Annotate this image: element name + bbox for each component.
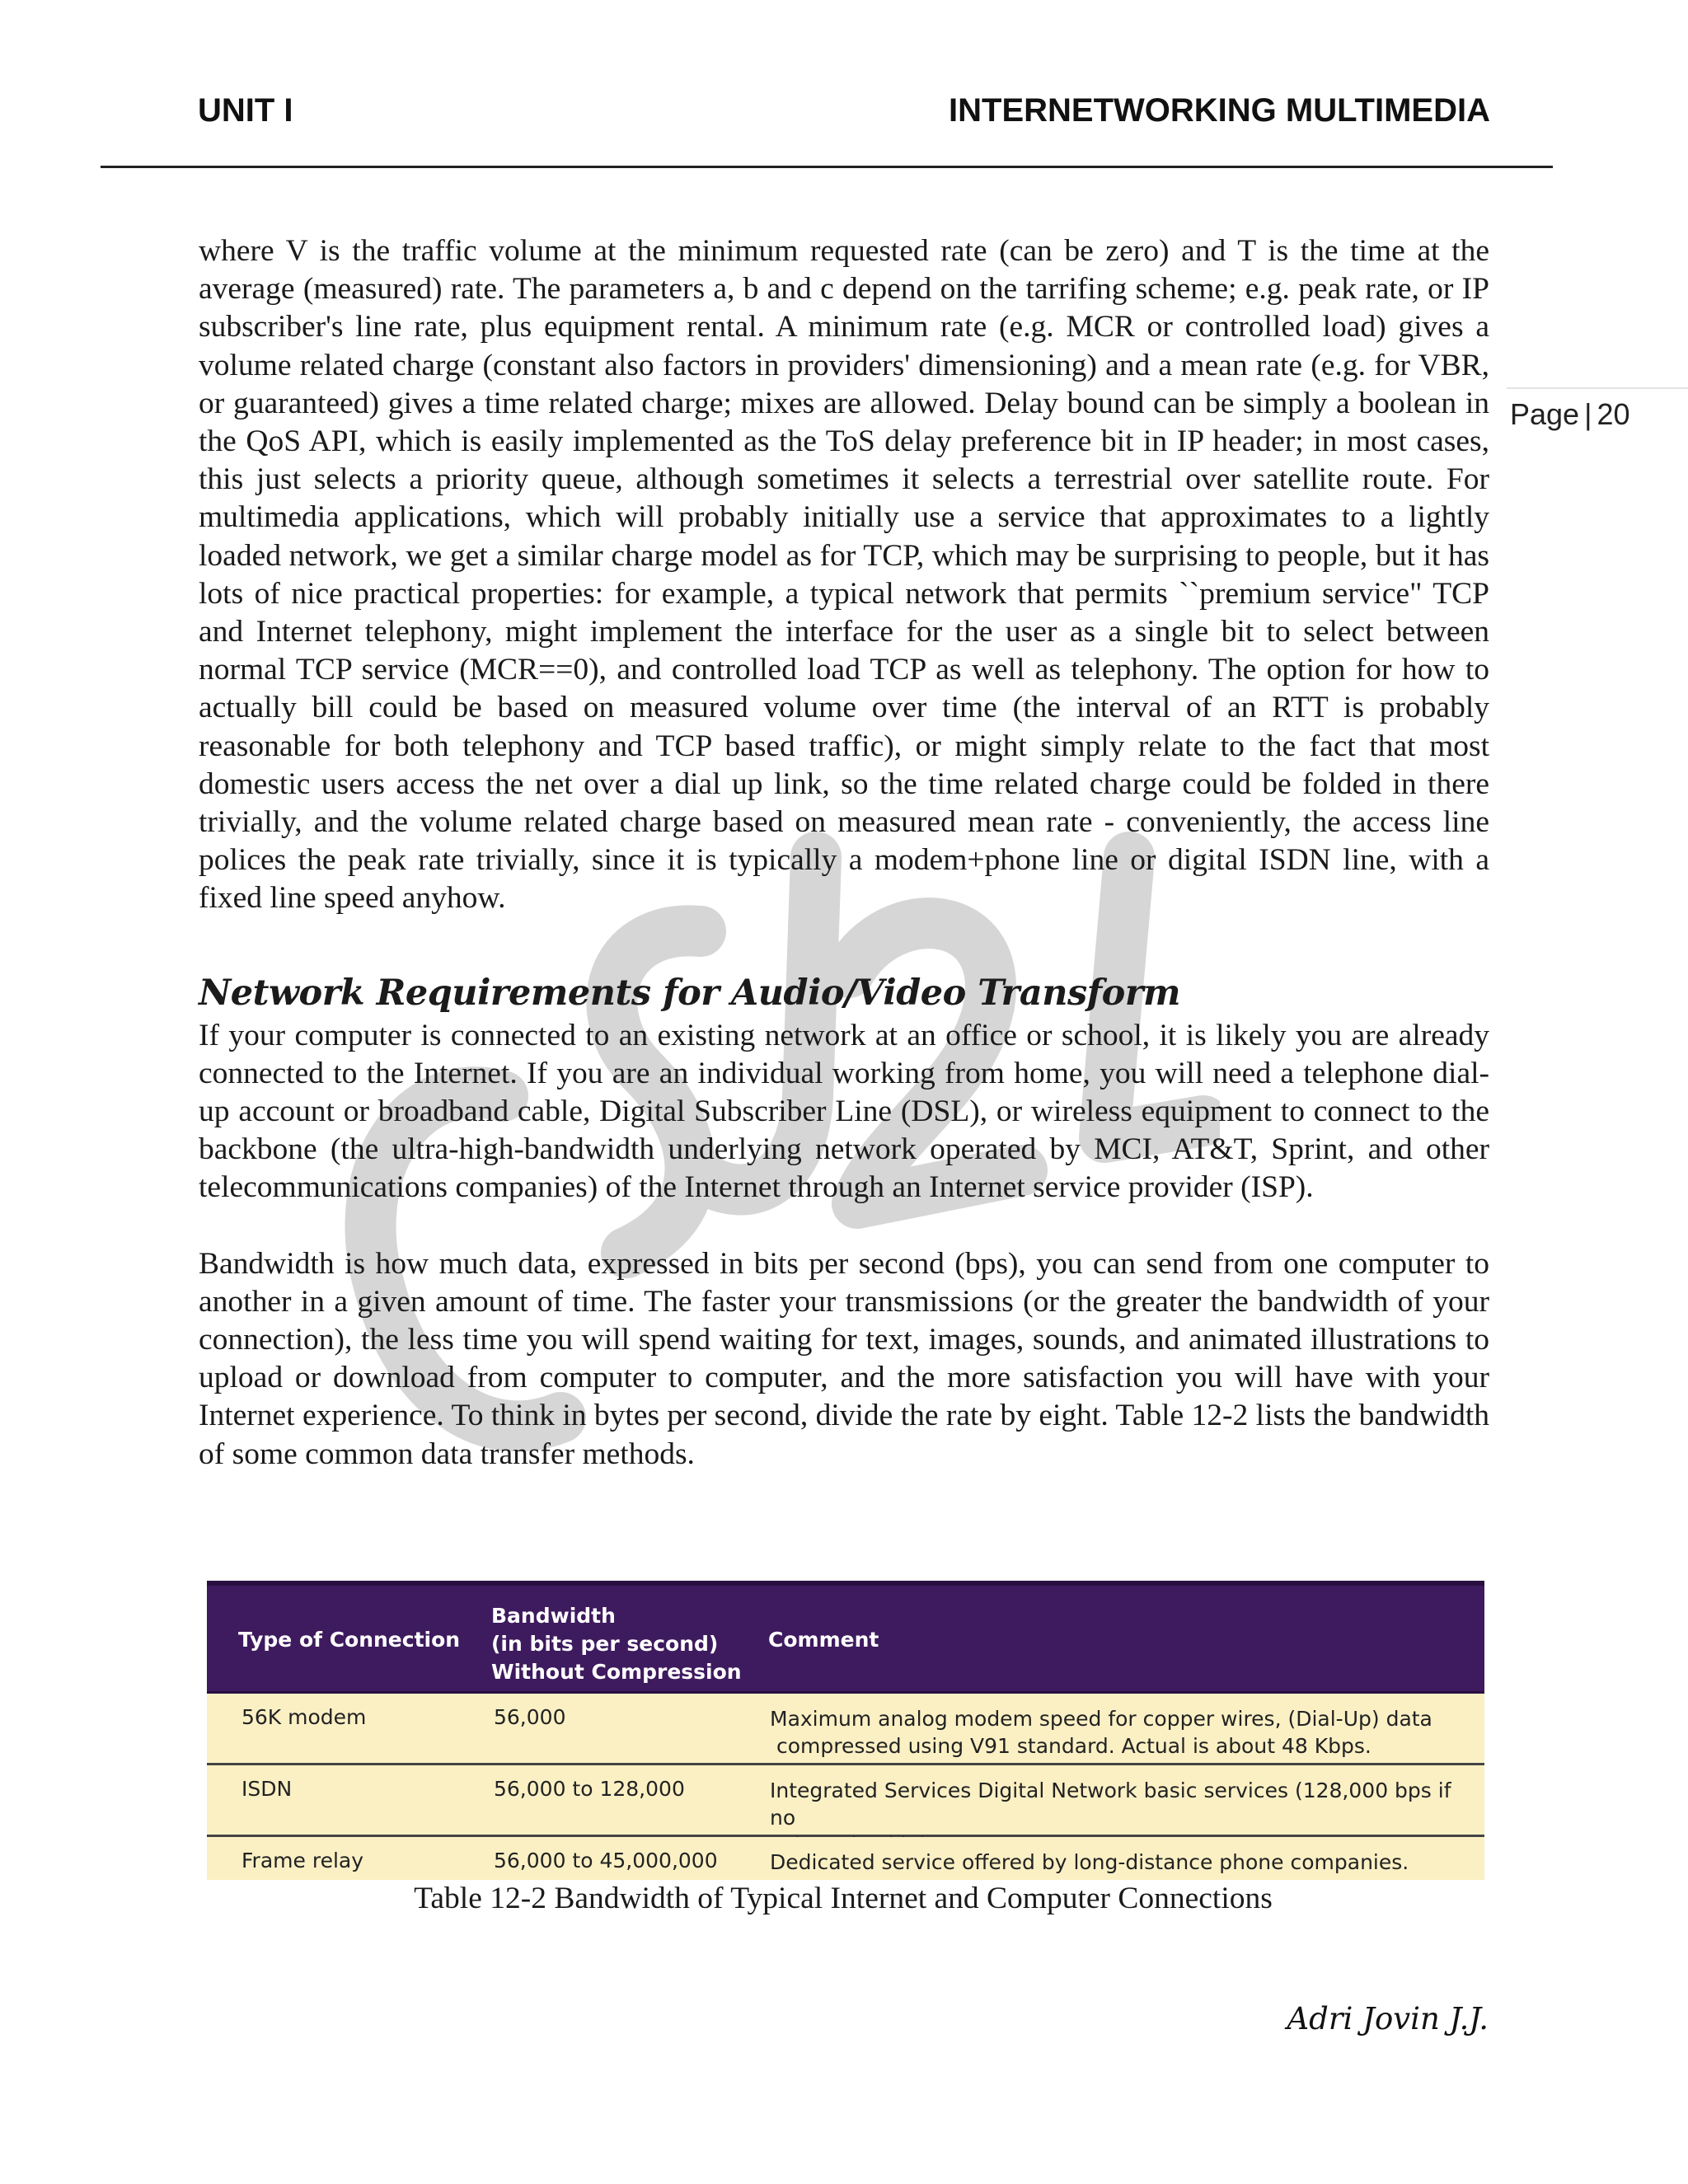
header-rule <box>101 166 1553 168</box>
table-row <box>207 1837 1484 1880</box>
cell-comment: Maximum analog modem speed for copper wires, (Dial-Up) data compressed using V91 standard. Actual is about 48 Kbps. <box>770 1707 1432 1758</box>
paragraph-tariff: where V is the traffic volume at the minimum requested rate (can be zero) and T is the time at the average (measured) rate. The parameters a, b and c depend on the tarrifing scheme; e.g. peak rate, or IP subscriber's line rate, plus equipment rental. A minimum rate (e.g. MCR or controlled load) gives a volume related charge (constant also factors in providers' dimensioning) and a mean rate (e.g. for VBR, or guaranteed) gives a time related charge; mixes are allowed. Delay bound can be simply a boolean in the QoS API, which is easily implemented as the ToS delay preference bit in IP header; in most cases, this just selects a priority queue, although sometimes it selects a terrestrial over satellite route. For multimedia applications, which will probably initially use a service that approximates to a lightly loaded network, we get a similar charge model as for TCP, which may be surprising to people, but it has lots of nice practical properties: for example, a typical network that permits ``premium service" TCP and Internet telephony, might implement the interface for the user as a single bit to select between normal TCP service (MCR==0), and controlled load TCP as well as telephony. The option for how to actually bill could be based on measured volume over time (the interval of an RTT is probably reasonable for both telephony and TCP based traffic), or might simply relate to the fact that most domestic users access the net over a dial up link, so the time related charge could be folded in there trivially, and the volume related charge based on measured mean rate - conveniently, the access line polices the peak rate trivially, since it is typically a modem+phone line or digital ISDN line, with a fixed line speed anyhow. <box>199 234 1489 916</box>
cell-bandwidth: 56,000 <box>494 1705 566 1729</box>
cell-type: Frame relay <box>241 1849 364 1872</box>
page-separator: | <box>1584 397 1592 431</box>
page-prefix: Page <box>1510 397 1580 431</box>
cell-comment: Dedicated service offered by long-distance phone companies. <box>770 1850 1409 1874</box>
section-heading: Network Requirements for Audio/Video Transform <box>199 972 1180 1014</box>
cell-type: ISDN <box>241 1777 293 1801</box>
main-content <box>199 232 1489 1474</box>
paragraph-network: If your computer is connected to an existing network at an office or school, it is likely you are already connected to the Internet. If you are an individual working from home, you will need a telephone dial-up account or broadband cable, Digital Subscriber Line (DSL), or wireless equipment to connect to the backbone (the ultra-high-bandwidth underlying network operated by MCI, AT&T, Sprint, and other telecommunications companies) of the Internet through an Internet service provider (ISP). <box>199 1018 1489 1205</box>
cell-bandwidth: 56,000 to 128,000 <box>494 1777 685 1801</box>
table-row <box>207 1694 1484 1765</box>
col-comment-header: Comment <box>768 1628 879 1652</box>
table-row <box>207 1765 1484 1837</box>
page-number: 20 <box>1597 397 1630 431</box>
cell-comment: Integrated Services Digital Network basic services (128,000 bps if no <box>770 1779 1451 1830</box>
page-header <box>198 92 1490 142</box>
chapter-title: INTERNETWORKING MULTIMEDIA <box>949 92 1490 129</box>
col-type-header: Type of Connection <box>238 1628 461 1652</box>
paragraph-bandwidth: Bandwidth is how much data, expressed in bits per second (bps), you can send from one computer to another in a given amount of time. The faster your transmissions (or the greater the bandwidth of your connection), the less time you will spend waiting for text, images, sounds, and animated illustrations to upload or download from computer to computer, and the more satisfaction you will have with your Internet experience. To think in bytes per second, divide the rate by eight. Table 12-2 lists the bandwidth of some common data transfer methods. <box>199 1246 1489 1471</box>
table-caption: Table 12-2 Bandwidth of Typical Internet and Computer Connections <box>414 1882 1273 1915</box>
cell-type: 56K modem <box>241 1705 367 1729</box>
author-signature: Adri Jovin J.J. <box>1287 2001 1489 2036</box>
cell-bandwidth: 56,000 to 45,000,000 <box>494 1849 718 1872</box>
bandwidth-table <box>207 1581 1484 1880</box>
table-header <box>207 1581 1484 1694</box>
col-bandwidth-header: Bandwidth (in bits per second) Without Compression <box>491 1604 742 1684</box>
unit-label: UNIT I <box>198 92 293 129</box>
page-number-label <box>1507 387 1688 432</box>
